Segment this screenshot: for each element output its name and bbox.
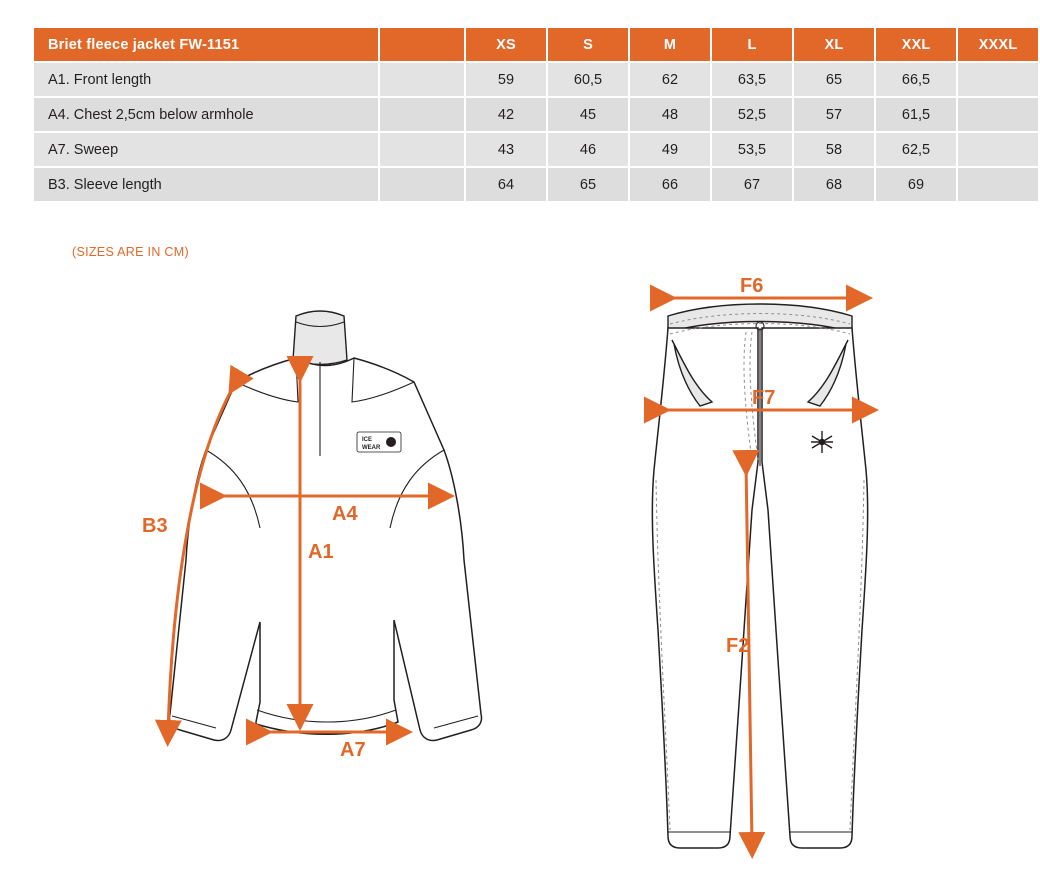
cell-m: 48 <box>629 97 711 132</box>
size-table-head <box>33 27 1039 62</box>
label-b3: B3 <box>142 515 168 537</box>
svg-text:ICE: ICE <box>362 437 373 443</box>
size-table <box>32 26 1040 203</box>
jacket-figure <box>110 270 530 890</box>
cell-l: 63,5 <box>711 62 793 97</box>
cell-xxxl <box>957 167 1039 202</box>
brand-logo <box>357 432 401 452</box>
cell-s: 65 <box>547 167 629 202</box>
table-row <box>33 167 1039 202</box>
cell-m: 49 <box>629 132 711 167</box>
cell-xs: 43 <box>465 132 547 167</box>
cell-xxl: 62,5 <box>875 132 957 167</box>
column-header-blank <box>379 27 465 62</box>
column-header-l: L <box>711 27 793 62</box>
cell-m: 62 <box>629 62 711 97</box>
cell-xxl: 66,5 <box>875 62 957 97</box>
cell-xs: 59 <box>465 62 547 97</box>
cell-xxl: 69 <box>875 167 957 202</box>
technical-drawings <box>0 270 1040 890</box>
label-f7: F7 <box>752 387 776 409</box>
table-header-row <box>33 27 1039 62</box>
row-label-sleeve-length: B3. Sleeve length <box>33 167 379 202</box>
units-note: (SIZES ARE IN CM) <box>72 245 189 259</box>
cell-xxxl <box>957 132 1039 167</box>
label-a1: A1 <box>308 541 334 563</box>
column-header-xs: XS <box>465 27 547 62</box>
cell-xxxl <box>957 97 1039 132</box>
cell-blank <box>379 132 465 167</box>
cell-m: 66 <box>629 167 711 202</box>
size-table-container <box>32 26 1018 203</box>
column-header-xl: XL <box>793 27 875 62</box>
row-label-chest: A4. Chest 2,5cm below armhole <box>33 97 379 132</box>
cell-xl: 65 <box>793 62 875 97</box>
cell-xl: 57 <box>793 97 875 132</box>
column-header-m: M <box>629 27 711 62</box>
cell-l: 53,5 <box>711 132 793 167</box>
label-a4: A4 <box>332 503 358 525</box>
cell-xl: 68 <box>793 167 875 202</box>
column-header-xxl: XXL <box>875 27 957 62</box>
cell-xl: 58 <box>793 132 875 167</box>
cell-l: 52,5 <box>711 97 793 132</box>
column-header-s: S <box>547 27 629 62</box>
pants-figure <box>600 270 980 890</box>
cell-blank <box>379 97 465 132</box>
row-label-front-length: A1. Front length <box>33 62 379 97</box>
cell-xs: 42 <box>465 97 547 132</box>
svg-text:WEAR: WEAR <box>362 445 381 451</box>
cell-xxl: 61,5 <box>875 97 957 132</box>
label-f2: F2 <box>726 635 750 657</box>
cell-l: 67 <box>711 167 793 202</box>
table-row <box>33 62 1039 97</box>
label-a7: A7 <box>340 739 366 761</box>
cell-s: 45 <box>547 97 629 132</box>
row-label-sweep: A7. Sweep <box>33 132 379 167</box>
cell-xs: 64 <box>465 167 547 202</box>
cell-blank <box>379 62 465 97</box>
cell-blank <box>379 167 465 202</box>
table-row <box>33 97 1039 132</box>
table-row <box>33 132 1039 167</box>
column-header-xxxl: XXXL <box>957 27 1039 62</box>
product-title: Briet fleece jacket FW-1151 <box>33 27 379 62</box>
cell-xxxl <box>957 62 1039 97</box>
label-f6: F6 <box>740 275 764 297</box>
size-table-body <box>33 62 1039 202</box>
cell-s: 60,5 <box>547 62 629 97</box>
cell-s: 46 <box>547 132 629 167</box>
